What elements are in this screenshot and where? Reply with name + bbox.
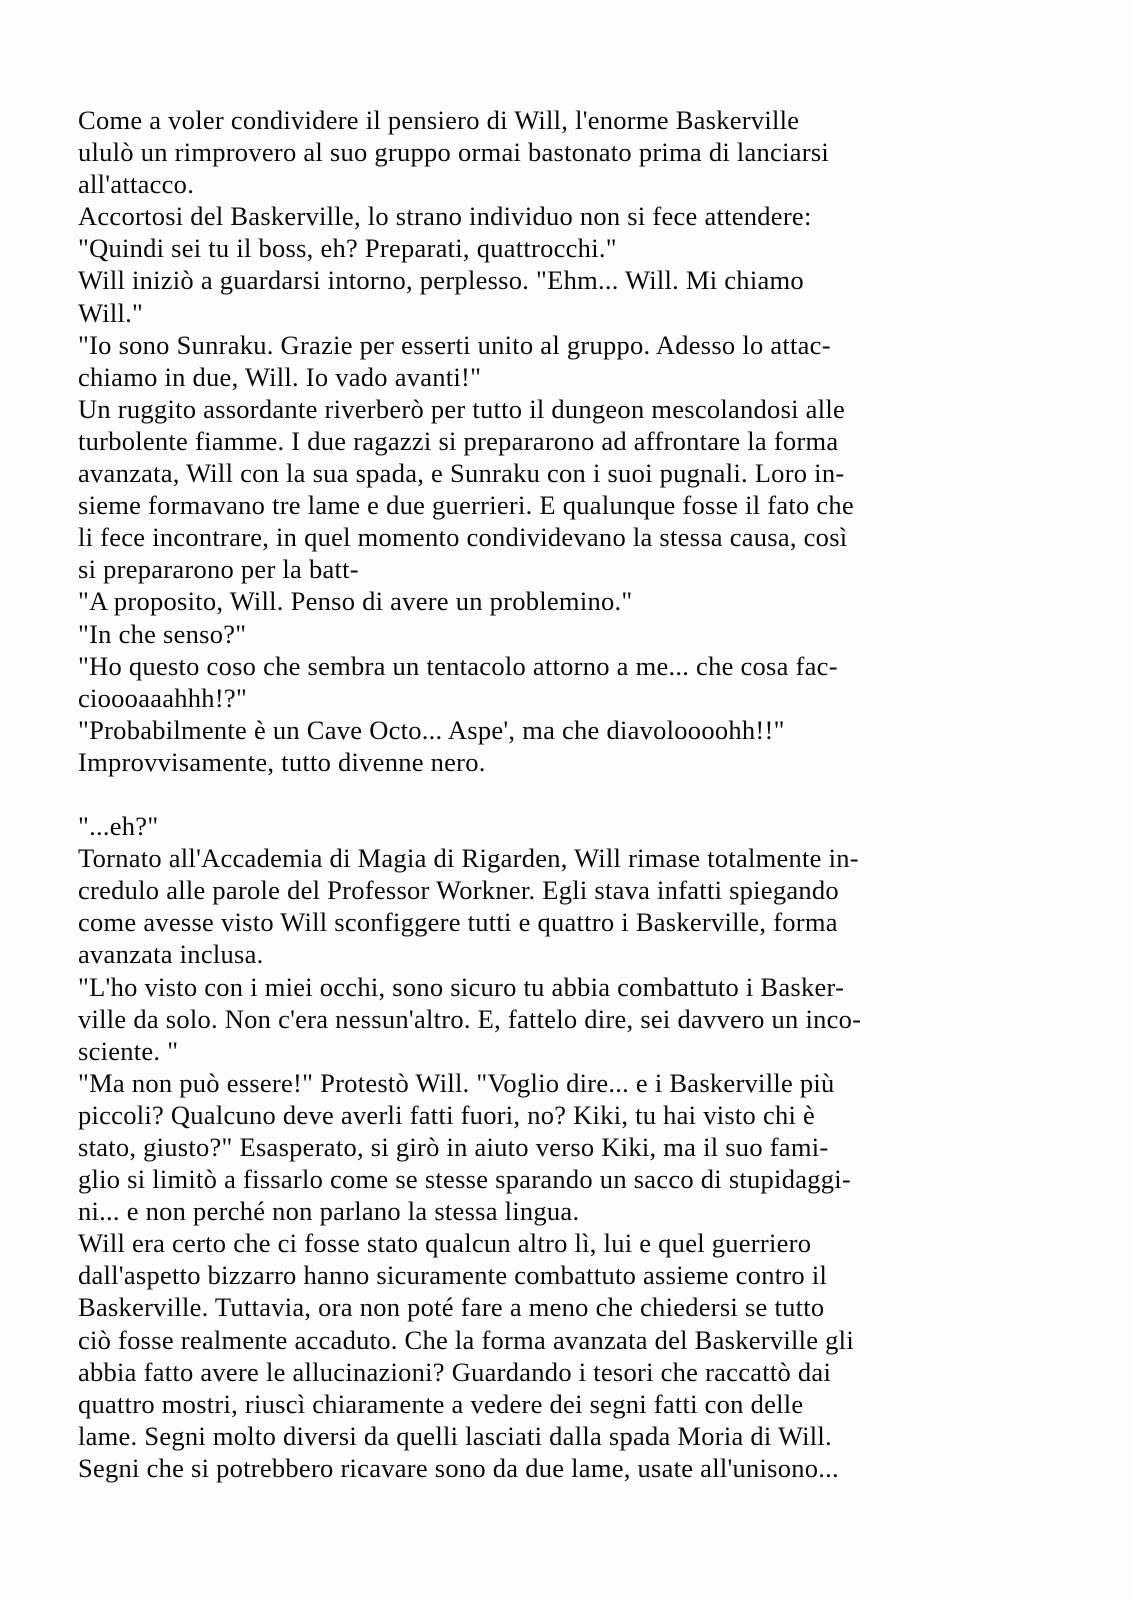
text-line: dall'aspetto bizzarro hanno sicuramente combattuto assieme contro il [78, 1260, 828, 1291]
text-line: chiamo in due, Will. Io vado avanti!" [78, 361, 482, 392]
text-line: credulo alle parole del Professor Workner. Egli stava infatti spiegando [78, 875, 839, 906]
text-line: "A proposito, Will. Penso di avere un problemino." [78, 586, 633, 617]
text-line: Un ruggito assordante riverberò per tutto il dungeon mescolandosi alle [78, 393, 845, 424]
text-line: ciò fosse realmente accaduto. Che la forma avanzata del Baskerville gli [78, 1324, 854, 1355]
text-line: Tornato all'Accademia di Magia di Rigarden, Will rimase totalmente in- [78, 843, 859, 874]
text-line: stato, giusto?" Esasperato, si girò in aiuto verso Kiki, ma il suo fami- [78, 1132, 829, 1162]
text-line: "Io sono Sunraku. Grazie per esserti unito al gruppo. Adesso lo attac- [78, 329, 831, 360]
text-line: lame. Segni molto diversi da quelli lasciati dalla spada Moria di Will. [78, 1420, 832, 1451]
text-line: "In che senso?" [78, 618, 247, 649]
text-line: avanzata, Will con la sua spada, e Sunraku con i suoi pugnali. Loro in- [78, 458, 845, 489]
text-line: glio si limitò a fissarlo come se stesse sparando un sacco di stupidaggi- [78, 1164, 851, 1195]
text-line: Segni che si potrebbero ricavare sono da due lame, usate all'unisono... [78, 1452, 839, 1483]
text-line: "...eh?" [78, 811, 159, 842]
text-line: abbia fatto avere le allucinazioni? Guardando i tesori che raccattò dai [78, 1356, 832, 1387]
text-line: ni... e non perché non parlano la stessa lingua. [78, 1196, 580, 1227]
text-line: Come a voler condividere il pensiero di Will, l'enorme Baskerville [78, 105, 800, 135]
text-line: come avesse visto Will sconfiggere tutti e quattro i Baskerville, forma [78, 907, 838, 938]
paragraph-spacer [78, 778, 1038, 810]
text-line: "L'ho visto con i miei occhi, sono sicuro tu abbia combattuto i Basker- [78, 971, 845, 1002]
text-line: Will." [78, 297, 144, 328]
text-line: avanzata inclusa. [78, 939, 264, 970]
text-line: sieme formavano tre lame e due guerrieri. E qualunque fosse il fato che [78, 490, 854, 521]
text-line: ville da solo. Non c'era nessun'altro. E, fattelo dire, sei davvero un inco- [78, 1003, 862, 1034]
text-line: "Ho questo coso che sembra un tentacolo attorno a me... che cosa fac- [78, 650, 838, 681]
text-line: quattro mostri, riuscì chiaramente a vedere dei segni fatti con delle [78, 1388, 804, 1419]
text-line: "Ma non può essere!" Protestò Will. "Voglio dire... e i Baskerville più [78, 1067, 835, 1098]
text-line: all'attacco. [78, 169, 195, 200]
text-line: li fece incontrare, in quel momento condividevano la stessa causa, così [78, 522, 848, 553]
text-line: sciente. " [78, 1035, 179, 1066]
text-line: Baskerville. Tuttavia, ora non poté fare a meno che chiedersi se tutto [78, 1292, 825, 1323]
text-line: "Quindi sei tu il boss, eh? Preparati, quattrocchi." [78, 233, 617, 264]
text-line: ululò un rimprovero al suo gruppo ormai bastonato prima di lanciarsi [78, 137, 830, 168]
text-line: turbolente fiamme. I due ragazzi si prepararono ad affrontare la forma [78, 425, 839, 456]
text-line: Will iniziò a guardarsi intorno, perplesso. "Ehm... Will. Mi chiamo [78, 265, 804, 296]
text-line: Improvvisamente, tutto divenne nero. [78, 746, 486, 777]
text-line: Accortosi del Baskerville, lo strano individuo non si fece attendere: [78, 201, 812, 232]
document-body-text [78, 104, 1038, 1484]
text-line: "Probabilmente è un Cave Octo... Aspe', ma che diavoloooohh!!" [78, 714, 785, 745]
text-line: si prepararono per la batt- [78, 554, 359, 585]
text-line: Will era certo che ci fosse stato qualcun altro lì, lui e quel guerriero [78, 1228, 812, 1259]
text-line: cioooaaahhh!?" [78, 682, 248, 713]
text-line: piccoli? Qualcuno deve averli fatti fuori, no? Kiki, tu hai visto chi è [78, 1099, 816, 1130]
